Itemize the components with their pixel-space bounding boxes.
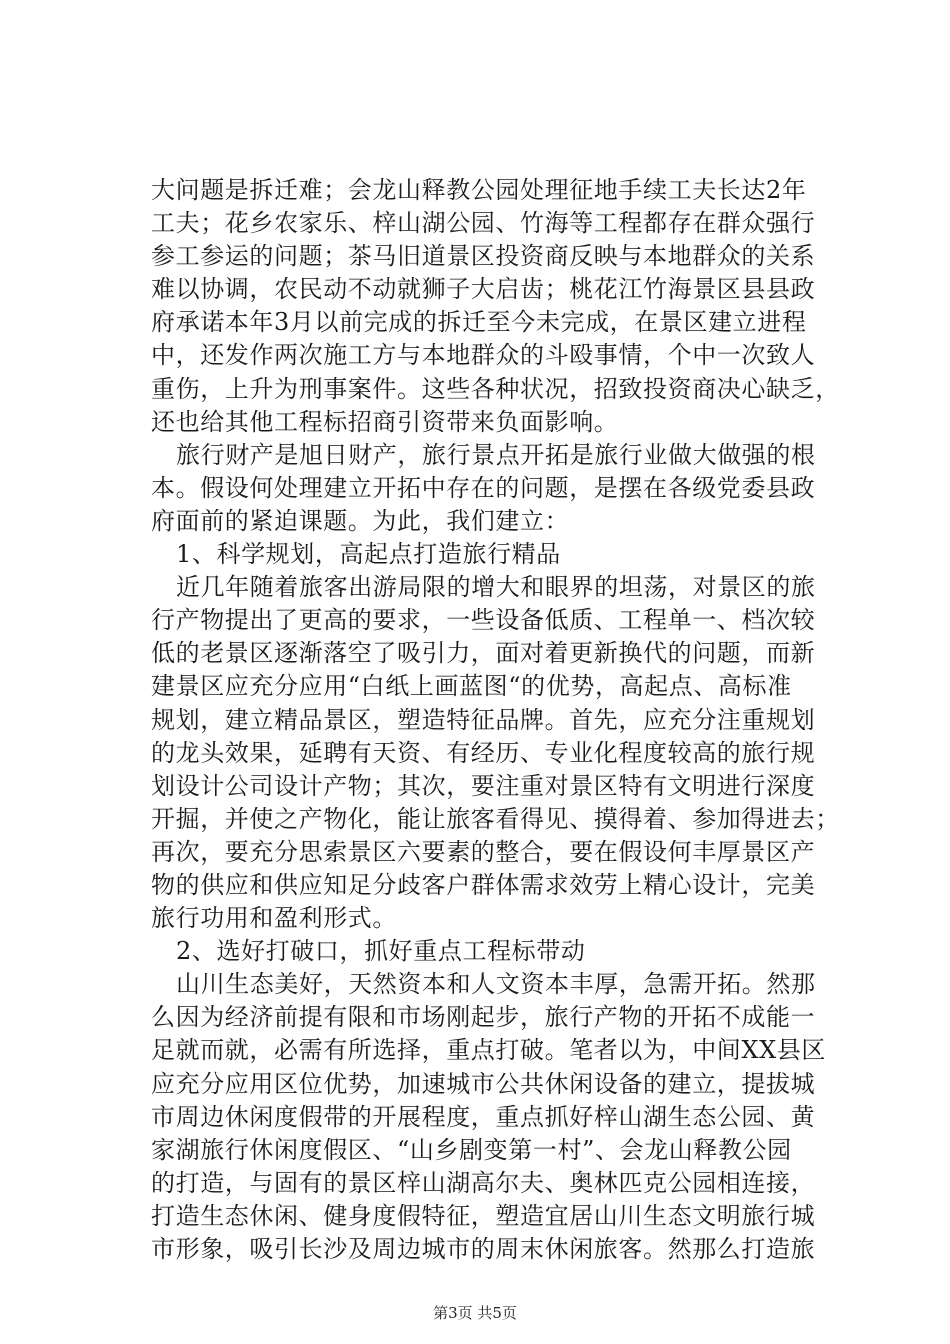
text-line: 建景区应充分应用“白纸上画蓝图“的优势，高起点、高标准: [151, 672, 792, 701]
text-line: 应充分应用区位优势，加速城市公共休闲设备的建立，提拔城: [151, 1069, 816, 1098]
text-line: 还也给其他工程标招商引资带来负面影响。: [151, 407, 619, 436]
text-line: 大问题是拆迁难；会龙山释教公园处理征地手续工夫长达2年: [151, 176, 807, 204]
text-line: 本。假设何处理建立开拓中存在的问题，是摆在各级党委县政: [151, 473, 816, 502]
text-line: 的打造，与固有的景区梓山湖高尔夫、奥林匹克公园相连接，: [151, 1168, 816, 1197]
text-line: 低的老景区逐渐落空了吸引力，面对着更新换代的问题，而新: [151, 639, 816, 668]
text-line: 开掘，并使之产物化，能让旅客看得见、摸得着、参加得进去；: [151, 804, 840, 833]
paragraph-start-line: 山川生态美好，天然资本和人文资本丰厚，急需开拓。然那: [176, 970, 816, 999]
section-heading: 2、选好打破口，抓好重点工程标带动: [176, 937, 586, 966]
body-text: [151, 174, 840, 1266]
text-line: 行产物提出了更高的要求，一些设备低质、工程单一、档次较: [151, 606, 816, 635]
text-line: 市形象，吸引长沙及周边城市的周末休闲旅客。然那么打造旅: [151, 1235, 816, 1263]
text-line: 难以协调，农民动不动就狮子大启齿；桃花江竹海景区县县政: [151, 275, 816, 304]
text-line: 规划，建立精品景区，塑造特征品牌。首先，应充分注重规划: [151, 705, 816, 734]
text-line: 工夫；花乡农家乐、梓山湖公园、竹海等工程都存在群众强行: [151, 209, 816, 238]
text-line: 打造生态休闲、健身度假特征，塑造宜居山川生态文明旅行城: [151, 1201, 816, 1230]
text-line: 足就而就，必需有所选择，重点打破。笔者以为，中间XX县区: [151, 1036, 826, 1065]
page-number: 第3页 共5页: [433, 1304, 517, 1322]
text-line: 中，还发作两次施工方与本地群众的斗殴事情，个中一次致人: [151, 341, 816, 370]
text-line: 的龙头效果，延聘有天资、有经历、专业化程度较高的旅行规: [151, 738, 816, 767]
text-line: 重伤，上升为刑事案件。这些各种状况，招致投资商决心缺乏，: [151, 374, 840, 403]
text-line: 物的供应和供应知足分歧客户群体需求效劳上精心设计，完美: [151, 870, 816, 899]
text-line: 划设计公司设计产物；其次，要注重对景区特有文明进行深度: [151, 771, 816, 800]
section-heading: 1、科学规划，高起点打造旅行精品: [176, 540, 561, 569]
text-line: 市周边休闲度假带的开展程度，重点抓好梓山湖生态公园、黄: [151, 1102, 816, 1131]
text-line: 参工参运的问题；茶马旧道景区投资商反映与本地群众的关系: [151, 242, 816, 271]
text-line: 府面前的紧迫课题。为此，我们建立：: [151, 506, 570, 535]
page-footer: [0, 1302, 950, 1323]
text-line: 再次，要充分思索景区六要素的整合，要在假设何丰厚景区产: [151, 837, 816, 866]
text-line: 府承诺本年3月以前完成的拆迁至今未完成，在景区建立进程: [151, 308, 807, 337]
text-line: 么因为经济前提有限和市场刚起步，旅行产物的开拓不成能一: [151, 1003, 816, 1032]
paragraph-start-line: 近几年随着旅客出游局限的增大和眼界的坦荡，对景区的旅: [176, 573, 816, 602]
text-line: 家湖旅行休闲度假区、“山乡剧变第一村”、会龙山释教公园: [151, 1135, 792, 1164]
text-line: 旅行功用和盈利形式。: [151, 904, 397, 933]
paragraph-start-line: 旅行财产是旭日财产，旅行景点开拓是旅行业做大做强的根: [176, 440, 816, 469]
